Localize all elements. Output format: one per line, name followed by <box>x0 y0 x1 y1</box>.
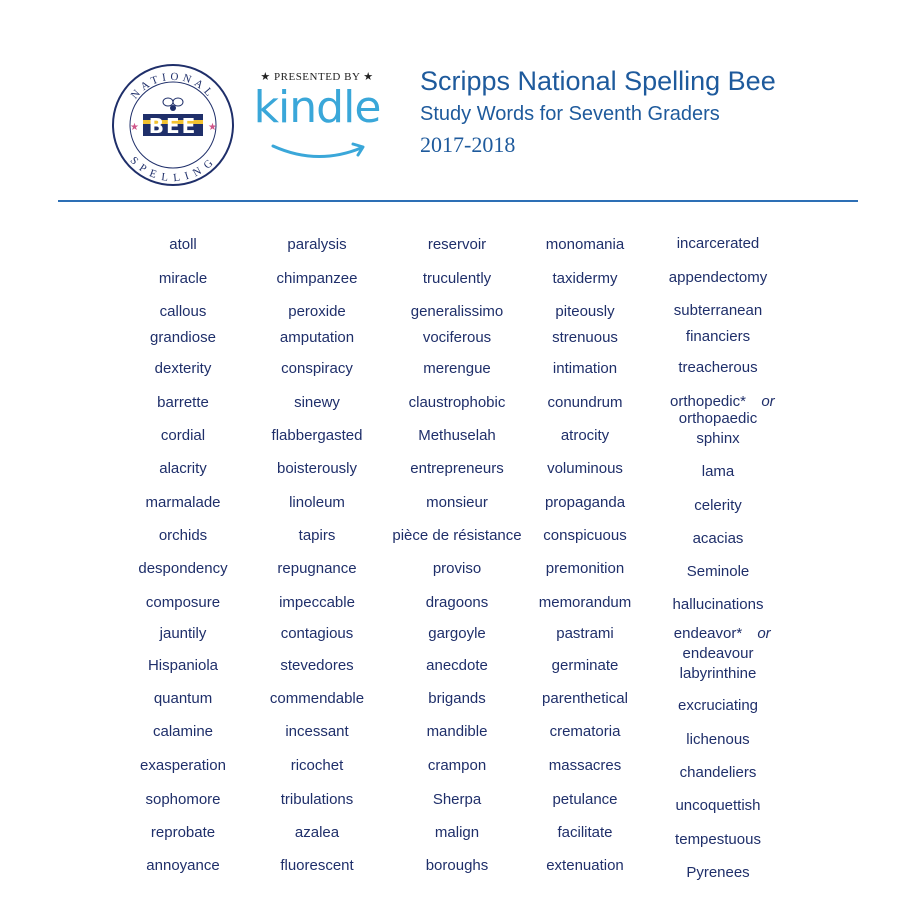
study-word: merengue <box>423 360 491 377</box>
study-word: sphinx <box>696 430 740 447</box>
study-word: orthopaedic <box>678 410 758 427</box>
study-word: dexterity <box>154 360 212 377</box>
study-word: subterranean <box>673 302 763 319</box>
study-word: ricochet <box>290 757 344 774</box>
study-word: barrette <box>157 394 209 411</box>
study-word: impeccable <box>279 594 355 611</box>
study-word: atoll <box>169 236 197 253</box>
study-word: anecdote <box>426 657 488 674</box>
study-word: uncoquettish <box>675 797 761 814</box>
study-word: tapirs <box>298 527 336 544</box>
study-word: sophomore <box>145 791 221 808</box>
study-word: crampon <box>427 757 487 774</box>
study-word: pièce de résistance <box>392 527 522 544</box>
study-word: stevedores <box>280 657 354 674</box>
study-word: excruciating <box>677 697 759 714</box>
study-word: sinewy <box>294 394 340 411</box>
study-word: commendable <box>269 690 365 707</box>
study-word: Seminole <box>686 563 750 580</box>
study-word: alacrity <box>159 460 207 477</box>
study-word: celerity <box>694 497 742 514</box>
study-word: endeavour <box>682 645 754 662</box>
study-word: reservoir <box>427 236 487 253</box>
study-word: monomania <box>545 236 625 253</box>
study-word: propaganda <box>544 494 626 511</box>
study-word: fluorescent <box>280 857 354 874</box>
study-word: reprobate <box>150 824 216 841</box>
study-word: financiers <box>685 328 751 345</box>
study-word: lama <box>701 463 735 480</box>
study-word: taxidermy <box>552 270 618 287</box>
study-word: massacres <box>548 757 622 774</box>
study-word: entrepreneurs <box>410 460 504 477</box>
study-word: malign <box>434 824 480 841</box>
study-word: despondency <box>138 560 228 577</box>
page-title: Scripps National Spelling Bee <box>420 66 776 96</box>
study-word: monsieur <box>426 494 488 511</box>
study-word: endeavor* <box>673 625 743 642</box>
study-word: marmalade <box>145 494 221 511</box>
study-word: orchids <box>158 527 208 544</box>
study-word: hallucinations <box>672 596 764 613</box>
study-word: generalissimo <box>410 303 504 320</box>
study-word: intimation <box>552 360 618 377</box>
study-word: pastrami <box>556 625 614 642</box>
seal-center-text: BEE <box>148 114 198 138</box>
study-word: dragoons <box>425 594 489 611</box>
seal-bottom-text: SPELLING <box>127 154 219 185</box>
study-word: composure <box>145 594 221 611</box>
study-word: grandiose <box>150 329 216 346</box>
study-word: flabbergasted <box>271 427 363 444</box>
study-word: contagious <box>280 625 354 642</box>
study-word: jauntily <box>159 625 207 642</box>
amazon-smile-icon <box>265 136 375 166</box>
study-word: brigands <box>428 690 486 707</box>
header-divider <box>58 200 858 202</box>
study-word: amputation <box>279 329 355 346</box>
study-word: petulance <box>552 791 618 808</box>
study-word: labyrinthine <box>679 665 757 682</box>
study-word: truculently <box>422 270 492 287</box>
school-year: 2017-2018 <box>420 132 516 157</box>
study-word: vociferous <box>422 329 492 346</box>
study-word: conundrum <box>547 394 623 411</box>
study-word: linoleum <box>289 494 345 511</box>
study-word: Hispaniola <box>147 657 219 674</box>
study-word: annoyance <box>146 857 220 874</box>
study-word: chandeliers <box>679 764 757 781</box>
study-word: quantum <box>153 690 213 707</box>
study-word: repugnance <box>277 560 357 577</box>
study-word: acacias <box>692 530 744 547</box>
study-word: memorandum <box>538 594 632 611</box>
presented-by-label: ★ PRESENTED BY ★ <box>260 71 374 83</box>
or-conjunction: or <box>757 625 771 642</box>
study-word: lichenous <box>686 731 750 748</box>
seal-top-text: NATIONAL <box>128 70 218 102</box>
study-word: treacherous <box>678 359 758 376</box>
study-word: facilitate <box>557 824 613 841</box>
study-word: Methuselah <box>418 427 496 444</box>
study-word: strenuous <box>552 329 618 346</box>
study-word: chimpanzee <box>276 270 358 287</box>
study-word: boroughs <box>425 857 489 874</box>
study-word: paralysis <box>287 236 347 253</box>
study-word: appendectomy <box>668 269 768 286</box>
study-word: germinate <box>551 657 619 674</box>
study-word: piteously <box>555 303 615 320</box>
study-word: orthopedic* <box>670 393 746 410</box>
study-word: voluminous <box>547 460 623 477</box>
study-word: conspicuous <box>543 527 627 544</box>
study-word: gargoyle <box>428 625 486 642</box>
study-word: premonition <box>545 560 625 577</box>
study-word: calamine <box>152 723 214 740</box>
study-word: proviso <box>432 560 482 577</box>
study-word: claustrophobic <box>408 394 506 411</box>
study-word: atrocity <box>560 427 610 444</box>
study-word: miracle <box>158 270 208 287</box>
study-word: Pyrenees <box>686 864 750 881</box>
study-word: incessant <box>285 723 349 740</box>
study-word: cordial <box>160 427 206 444</box>
study-word: azalea <box>294 824 340 841</box>
study-word: parenthetical <box>542 690 628 707</box>
seal-star-right-icon: ★ <box>208 122 217 133</box>
study-word: callous <box>159 303 207 320</box>
study-word: mandible <box>426 723 488 740</box>
study-word: peroxide <box>288 303 346 320</box>
study-word: incarcerated <box>676 235 760 252</box>
or-conjunction: or <box>761 393 775 410</box>
kindle-logo: kindle <box>253 82 381 133</box>
study-word: crematoria <box>549 723 621 740</box>
page-subtitle: Study Words for Seventh Graders <box>420 103 720 125</box>
study-word: extenuation <box>546 857 624 874</box>
study-word: tempestuous <box>675 831 761 848</box>
study-word: Sherpa <box>432 791 482 808</box>
study-word: tribulations <box>280 791 354 808</box>
study-word: conspiracy <box>281 360 353 377</box>
national-spelling-bee-seal <box>110 62 236 188</box>
seal-star-left-icon: ★ <box>130 122 139 133</box>
study-word: boisterously <box>276 460 358 477</box>
study-word: exasperation <box>140 757 226 774</box>
